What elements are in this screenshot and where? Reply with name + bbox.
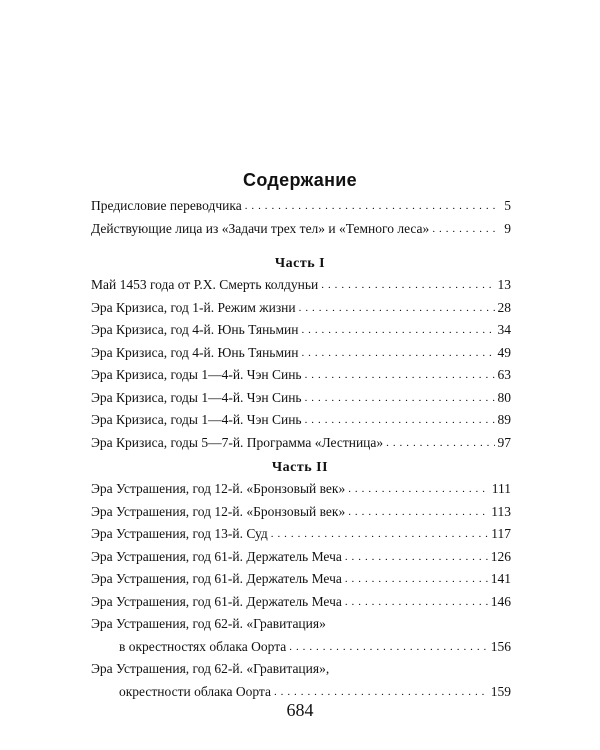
entry-title: Эра Кризиса, год 1-й. Режим жизни [91, 299, 296, 315]
toc-entry [91, 322, 511, 345]
entry-page: 9 [504, 220, 511, 236]
entry-title: Предисловие переводчика [91, 198, 242, 213]
toc-entry [91, 221, 511, 244]
entry-title: Эра Кризиса, год 4-й. Юнь Тяньмин [91, 344, 299, 360]
toc-entry [91, 526, 511, 549]
toc-entry [91, 277, 511, 300]
entry-page: 89 [497, 412, 511, 427]
entry-title: Эра Устрашения, год 13-й. Суд [91, 526, 268, 541]
entry-title: Эра Кризиса, годы 1—4-й. Чэн Синь [91, 412, 302, 427]
toc-entry [91, 198, 511, 221]
entry-page: 159 [490, 683, 511, 699]
entry-page: 28 [497, 299, 511, 315]
entry-page: 49 [497, 344, 511, 360]
entry-title: Эра Устрашения, год 61-й. Держатель Меча [91, 593, 342, 609]
part-1-heading: Часть I [274, 256, 326, 271]
entry-title: Эра Устрашения, год 61-й. Держатель Меча [91, 571, 342, 586]
entry-page: 141 [490, 571, 511, 586]
leader-dots [345, 548, 488, 564]
toc-entry [91, 412, 511, 435]
toc-entry [91, 345, 511, 368]
entry-title: Эра Устрашения, год 61-й. Держатель Меча [91, 548, 342, 564]
toc-entry [91, 390, 511, 413]
entry-page: 63 [497, 367, 511, 382]
leader-dots [321, 276, 494, 292]
entry-title: Эра Кризиса, годы 1—4-й. Чэн Синь [91, 367, 302, 382]
entry-title-continuation: окрестности облака Оорта [119, 683, 271, 699]
entry-title: Эра Устрашения, год 62-й. «Гравитация» [91, 616, 326, 631]
toc-entry [91, 435, 511, 458]
leader-dots [289, 638, 488, 654]
entry-title: Эра Устрашения, год 62-й. «Гравитация», [91, 661, 330, 676]
toc-entry [91, 481, 511, 504]
entry-page: 111 [491, 481, 511, 496]
entry-title-continuation: в окрестностях облака Оорта [119, 638, 287, 654]
toc-front [91, 198, 511, 243]
leader-dots [274, 683, 488, 699]
toc-entry [91, 549, 511, 572]
entry-page: 97 [497, 434, 511, 450]
leader-dots [245, 197, 498, 213]
entry-page: 80 [497, 389, 511, 405]
toc-entry [91, 300, 511, 323]
leader-dots [345, 570, 488, 586]
entry-title: Эра Кризиса, год 4-й. Юнь Тяньмин [91, 322, 299, 337]
entry-title: Действующие лица из «Задачи трех тел» и «Темного леса» [91, 220, 430, 236]
entry-page: 13 [497, 277, 511, 292]
toc-entry [91, 504, 511, 527]
toc-entry [91, 571, 511, 594]
page-title: Содержание [243, 170, 357, 190]
toc-entry-first-line [91, 661, 511, 684]
entry-page: 113 [491, 503, 511, 519]
leader-dots [348, 503, 488, 519]
entry-title: Эра Кризиса, годы 5—7-й. Программа «Лестница» [91, 434, 384, 450]
entry-page: 146 [490, 593, 511, 609]
leader-dots [301, 321, 494, 337]
toc-part-2 [91, 481, 511, 706]
entry-page: 126 [490, 548, 511, 564]
toc-entry-continuation [91, 639, 511, 662]
entry-title: Эра Кризиса, годы 1—4-й. Чэн Синь [91, 389, 302, 405]
leader-dots [299, 299, 495, 315]
part-2-heading: Часть II [271, 460, 329, 475]
toc-entry [91, 367, 511, 390]
toc-entry-first-line [91, 616, 511, 639]
leader-dots [348, 480, 489, 496]
leader-dots [345, 593, 488, 609]
entry-title: Май 1453 года от Р.Х. Смерть колдуньи [91, 277, 319, 292]
leader-dots [432, 220, 498, 236]
entry-page: 34 [497, 322, 511, 337]
entry-title: Эра Устрашения, год 12-й. «Бронзовый век» [91, 481, 346, 496]
entry-page: 117 [491, 526, 511, 541]
leader-dots [386, 434, 494, 450]
entry-page: 5 [504, 198, 511, 213]
leader-dots [305, 389, 495, 405]
leader-dots [301, 344, 494, 360]
toc-part-1 [91, 277, 511, 457]
entry-title: Эра Устрашения, год 12-й. «Бронзовый век» [91, 503, 346, 519]
leader-dots [271, 525, 488, 541]
leader-dots [305, 366, 495, 382]
leader-dots [305, 411, 495, 427]
page-number: 684 [286, 700, 314, 720]
toc-entry [91, 594, 511, 617]
entry-page: 156 [490, 638, 511, 654]
